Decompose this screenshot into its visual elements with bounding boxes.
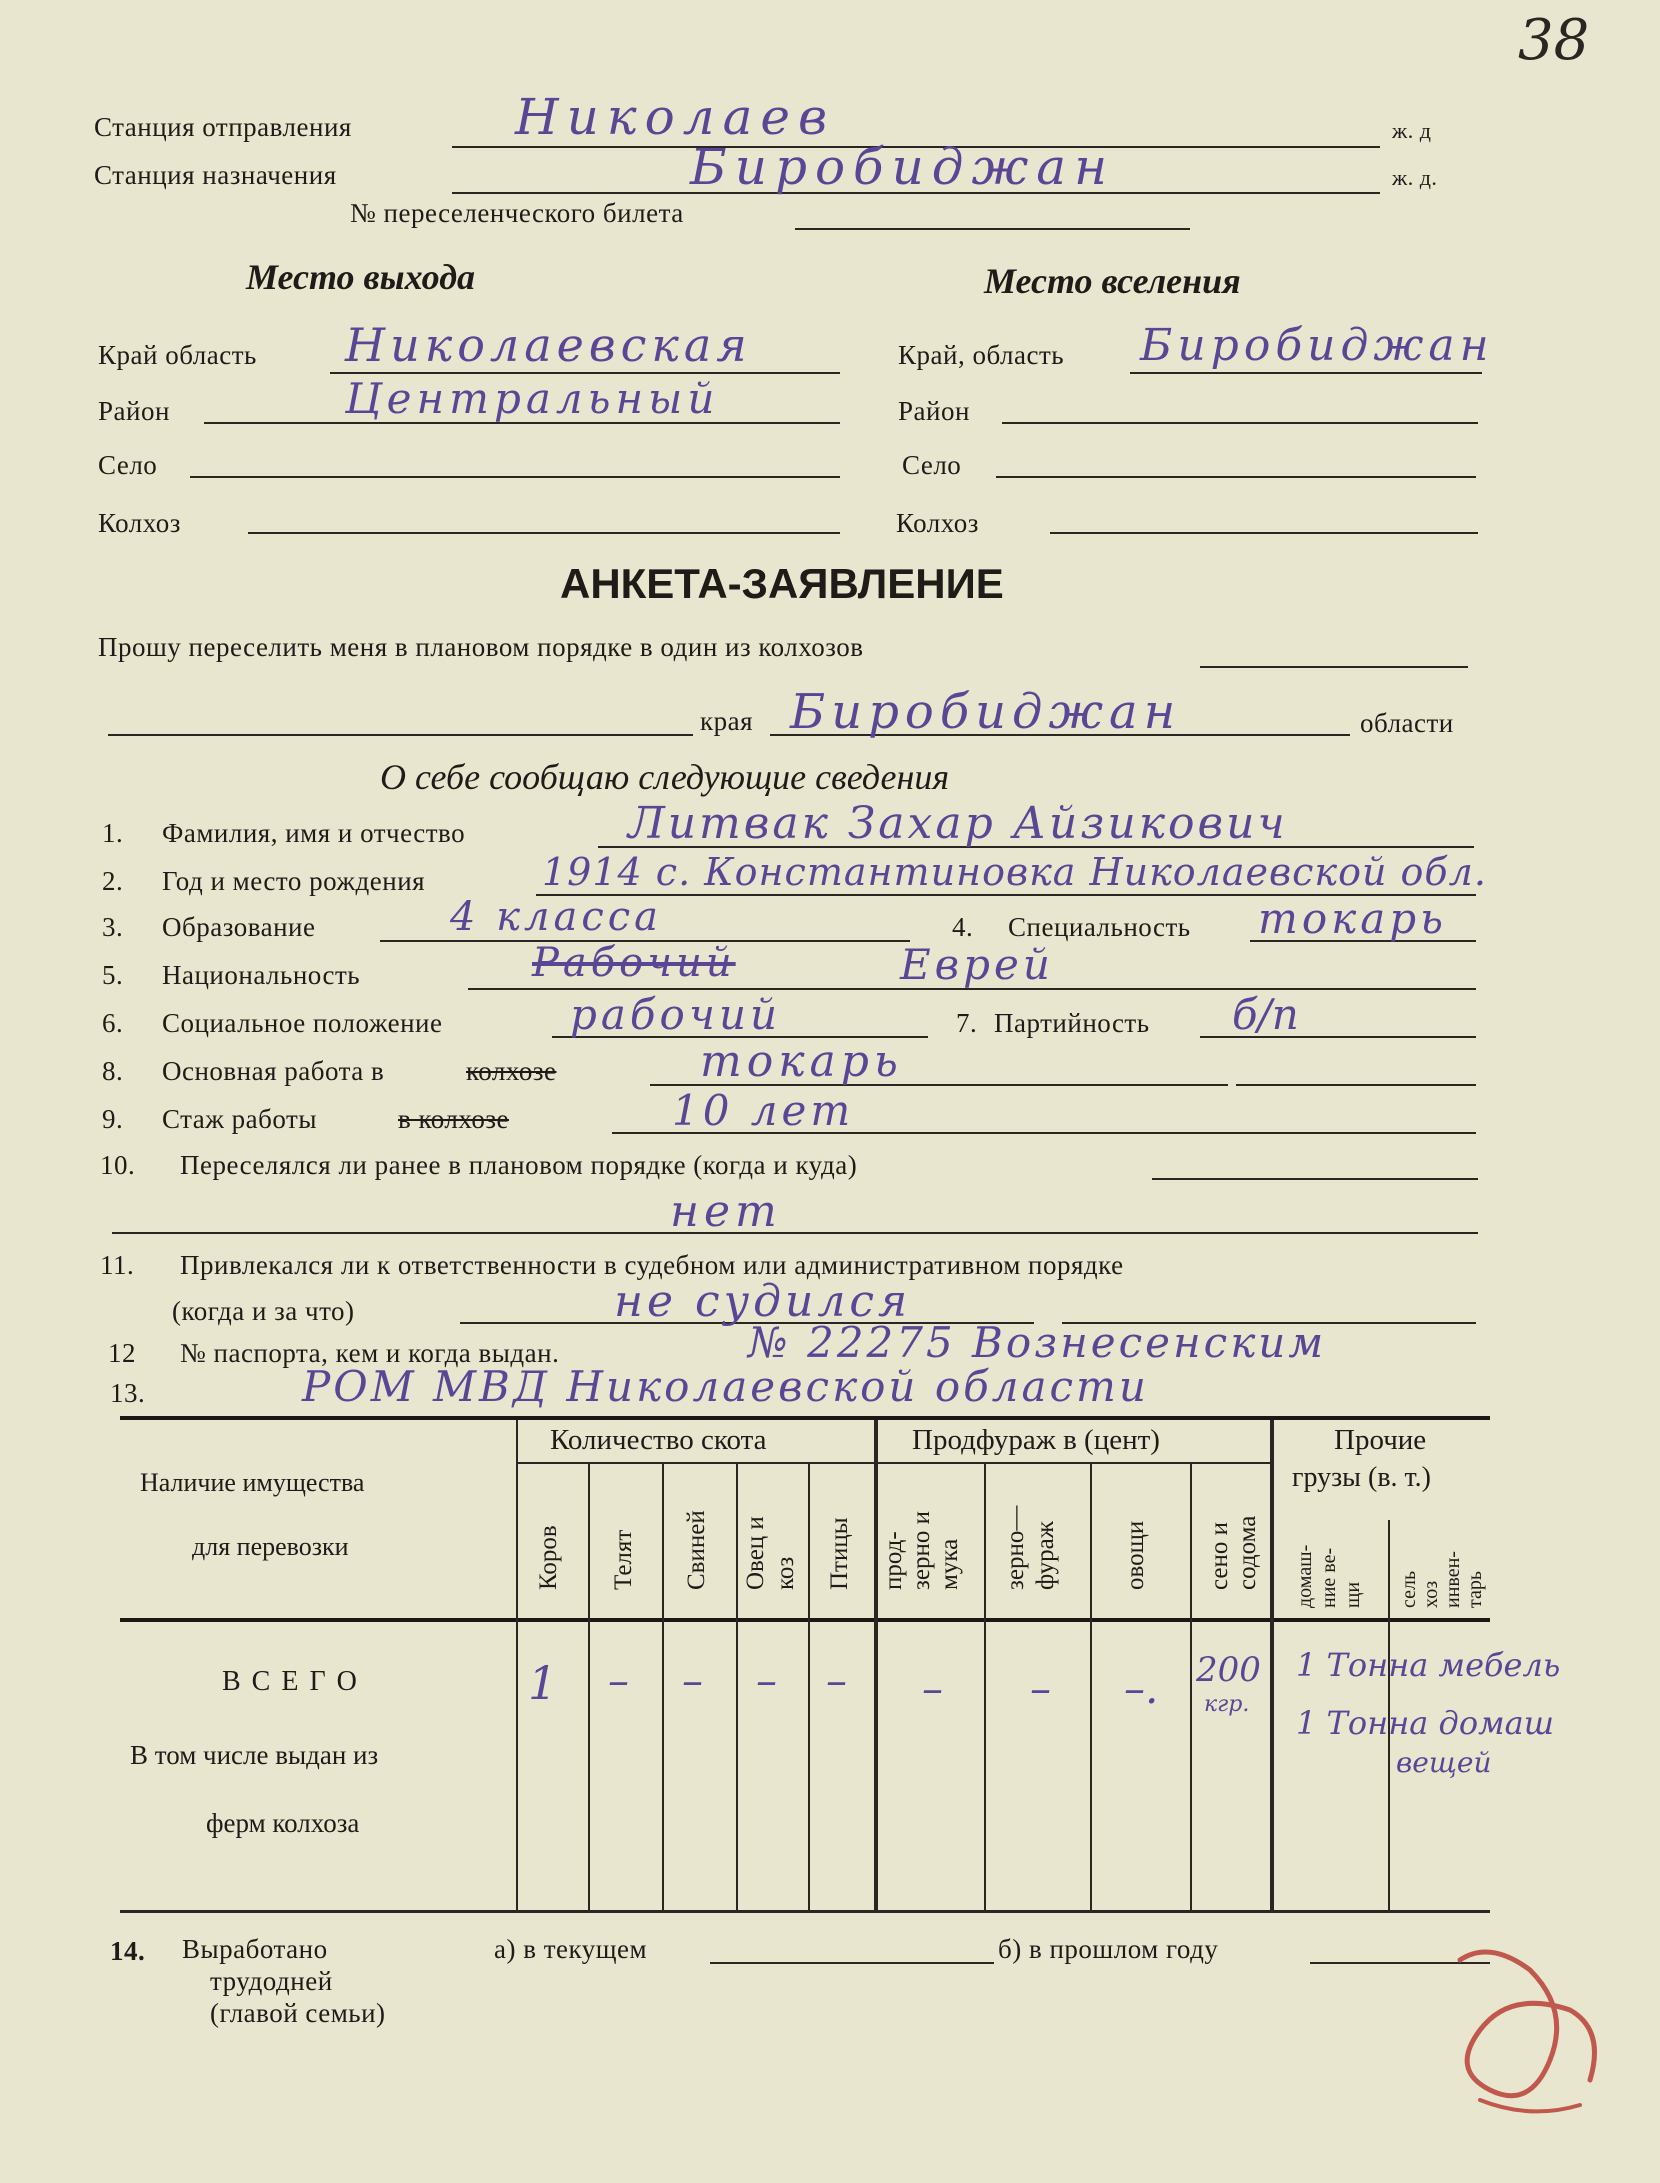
value-sheep: – xyxy=(756,1656,777,1705)
col-calves: Телят xyxy=(610,1529,637,1590)
ticket-number-label: № переселенческого билета xyxy=(350,198,684,228)
value-calves: – xyxy=(608,1656,629,1705)
workdays-label-3: (главой семьи) xyxy=(210,1998,386,2028)
col-div-livestock xyxy=(516,1420,518,1910)
item-3-value: 4 класса xyxy=(450,894,663,940)
item-11-number: 11. xyxy=(100,1250,135,1280)
item-8-label: Основная работа в xyxy=(162,1056,385,1086)
kraya-label: края xyxy=(700,706,754,736)
col-cows: Коров xyxy=(535,1525,562,1590)
table-header-rule xyxy=(120,1618,1490,1622)
item-11-label: Привлекался ли к ответственности в судебном или административном порядке xyxy=(180,1250,1124,1280)
row-farm-2: ферм колхоза xyxy=(206,1808,360,1838)
item-9-number: 9. xyxy=(102,1104,124,1134)
col-sep-2 xyxy=(662,1462,664,1910)
rail-suffix-2: ж. д. xyxy=(1392,165,1438,190)
item-11-label-2: (когда и за что) xyxy=(172,1296,355,1326)
origin-heading: Место выхода xyxy=(246,257,476,297)
col-pigs: Свиней xyxy=(683,1510,710,1590)
item-9-struck-label: в колхозе xyxy=(398,1104,509,1134)
departure-station-label: Станция отправления xyxy=(94,112,352,142)
col-sep-3 xyxy=(736,1462,738,1910)
item-5-label: Национальность xyxy=(162,960,361,990)
col-sep-6 xyxy=(1090,1462,1092,1910)
item-12-label: № паспорта, кем и когда выдан. xyxy=(180,1338,560,1368)
col-sep-1 xyxy=(588,1462,590,1910)
destination-kolkhoz-label: Колхоз xyxy=(896,508,979,538)
col-household-2: ние ве- xyxy=(1318,1547,1340,1608)
col-property-2: для перевозки xyxy=(192,1532,349,1561)
kraya-value: Биробиджан xyxy=(790,684,1182,740)
col-forage-2: фураж xyxy=(1032,1521,1059,1590)
destination-region-label: Край, область xyxy=(898,340,1065,370)
col-agri-2: хоз xyxy=(1420,1580,1442,1608)
item-11-value: не судился xyxy=(614,1276,912,1327)
item-1-label: Фамилия, имя и отчество xyxy=(162,818,466,848)
origin-region-label: Край область xyxy=(98,340,257,370)
item-13-value: РОМ МВД Николаевской области xyxy=(302,1362,1149,1411)
col-household-1: домаш- xyxy=(1294,1544,1316,1608)
item-2-label: Год и место рождения xyxy=(162,866,426,896)
item-1-value: Литвак Захар Айзикович xyxy=(628,798,1288,849)
item-10-number: 10. xyxy=(100,1150,136,1180)
table-bottom-rule xyxy=(120,1910,1490,1913)
item-1-number: 1. xyxy=(102,818,124,848)
item-8-number: 8. xyxy=(102,1056,124,1086)
red-pencil-mark xyxy=(1420,1920,1620,2140)
fodder-subheader-line xyxy=(874,1462,1270,1464)
item-5-value: Еврей xyxy=(900,940,1054,989)
table-top-rule xyxy=(120,1416,1490,1420)
col-sep-4 xyxy=(808,1462,810,1910)
item-4-value: токарь xyxy=(1258,894,1447,943)
col-hay-2: содома xyxy=(1234,1515,1261,1590)
origin-kolkhoz-label: Колхоз xyxy=(98,508,181,538)
arrival-station-value: Биробиджан xyxy=(690,138,1116,196)
group-other-1: Прочие xyxy=(1334,1424,1427,1456)
item-12-number: 12 xyxy=(108,1338,136,1368)
col-forage-1: зерно— xyxy=(1002,1505,1029,1590)
item-3-number: 3. xyxy=(102,912,124,942)
item-9-label: Стаж работы xyxy=(162,1104,317,1134)
item-8-value: токарь xyxy=(700,1036,903,1087)
col-div-fodder xyxy=(874,1420,878,1910)
item-2-number: 2. xyxy=(102,866,124,896)
col-agri-3: инвен- xyxy=(1442,1551,1464,1608)
origin-village-line xyxy=(190,476,840,478)
col-sheep-1: Овец и xyxy=(742,1516,769,1590)
value-hay-unit: кгр. xyxy=(1204,1692,1250,1717)
item-7-value: б/п xyxy=(1232,990,1299,1039)
workdays-label-1: Выработано xyxy=(182,1934,328,1964)
item-6-value: рабочий xyxy=(570,990,782,1039)
workdays-current-label: а) в текущем xyxy=(494,1934,648,1964)
workdays-label-2: трудодней xyxy=(210,1966,333,1996)
destination-kolkhoz-line xyxy=(1050,532,1478,534)
col-agri-1: сель xyxy=(1398,1570,1420,1608)
item-4-label: Специальность xyxy=(1008,912,1191,942)
ticket-number-line xyxy=(795,228,1190,230)
item-8-struck-label: колхозе xyxy=(466,1056,557,1086)
col-agri-4: тарь xyxy=(1464,1571,1486,1608)
group-other-2: грузы (в. т.) xyxy=(1292,1462,1431,1493)
col-property-1: Наличие имущества xyxy=(140,1468,365,1497)
item-9-value: 10 лет xyxy=(672,1086,855,1135)
col-sheep-2: коз xyxy=(772,1556,799,1590)
form-title: АНКЕТА-ЗАЯВЛЕНИЕ xyxy=(560,560,1004,607)
origin-kolkhoz-line xyxy=(248,532,840,534)
oblasti-label: области xyxy=(1360,708,1454,738)
workdays-previous-label: б) в прошлом году xyxy=(998,1934,1219,1964)
item-6-label: Социальное положение xyxy=(162,1008,443,1038)
rail-suffix-1: ж. д xyxy=(1392,118,1432,143)
workdays-current-line xyxy=(710,1962,994,1964)
info-heading: О себе сообщаю следующие сведения xyxy=(380,757,950,797)
destination-heading: Место вселения xyxy=(984,261,1241,301)
item-12-value: № 22275 Вознесенским xyxy=(748,1318,1327,1367)
destination-village-label: Село xyxy=(902,450,962,480)
item-6-number: 6. xyxy=(102,1008,124,1038)
destination-region-value: Биробиджан xyxy=(1140,320,1494,371)
value-grain: – xyxy=(922,1664,943,1713)
row-farm-1: В том числе выдан из xyxy=(130,1740,379,1770)
group-fodder: Продфураж в (цент) xyxy=(912,1424,1160,1456)
livestock-subheader-line xyxy=(516,1462,874,1464)
item-2-value: 1914 с. Константиновка Николаевской обл. xyxy=(542,850,1487,894)
item-10-value: нет xyxy=(670,1186,782,1237)
request-line-blank xyxy=(1200,666,1468,668)
value-forage: – xyxy=(1030,1664,1051,1713)
col-birds: Птицы xyxy=(826,1517,853,1590)
origin-village-label: Село xyxy=(98,450,158,480)
value-cows: 1 xyxy=(528,1656,558,1710)
item-8-line-2 xyxy=(1236,1084,1476,1086)
item-5-struck-value: Рабочий xyxy=(532,940,736,986)
destination-region-line xyxy=(1130,372,1482,374)
item-10-line-2 xyxy=(112,1232,1478,1234)
destination-district-line xyxy=(1002,422,1478,424)
col-sep-7 xyxy=(1190,1462,1192,1910)
item-7-label: Партийность xyxy=(994,1008,1150,1038)
destination-district-label: Район xyxy=(898,396,970,426)
item-7-number: 7. xyxy=(956,1008,978,1038)
value-other-1: 1 Тонна мебель xyxy=(1296,1646,1561,1684)
item-5-number: 5. xyxy=(102,960,124,990)
col-grain-3: мука xyxy=(936,1538,963,1590)
departure-station-value: Николаев xyxy=(515,88,836,146)
request-line: Прошу переселить меня в плановом порядке в один из колхозов xyxy=(98,632,864,662)
col-div-other xyxy=(1270,1420,1274,1910)
value-birds: – xyxy=(826,1656,847,1705)
item-3-label: Образование xyxy=(162,912,316,942)
value-hay: 200 xyxy=(1196,1650,1261,1690)
col-hay-1: сено и xyxy=(1206,1521,1233,1590)
item-13-number: 13. xyxy=(110,1378,146,1408)
group-livestock: Количество скота xyxy=(550,1424,767,1456)
col-grain-2: зерно и xyxy=(908,1511,935,1590)
origin-region-value: Николаевская xyxy=(345,318,752,372)
col-sep-5 xyxy=(984,1462,986,1910)
value-veg: –. xyxy=(1124,1664,1159,1713)
value-pigs: – xyxy=(682,1656,703,1705)
item-14-number: 14. xyxy=(110,1936,146,1966)
arrival-station-label: Станция назначения xyxy=(94,160,337,190)
item-10-label: Переселялся ли ранее в плановом порядке (когда и куда) xyxy=(180,1150,858,1180)
col-grain-1: прод- xyxy=(880,1531,907,1590)
col-household-3: щи xyxy=(1342,1581,1364,1608)
origin-district-value: Центральный xyxy=(345,374,720,423)
row-total: В С Е Г О xyxy=(222,1666,359,1697)
page-number: 38 xyxy=(1518,8,1590,73)
item-4-number: 4. xyxy=(952,912,974,942)
value-other-2: 1 Тонна домаш xyxy=(1296,1704,1555,1742)
value-other-3: вещей xyxy=(1396,1746,1492,1779)
item-10-line xyxy=(1152,1178,1478,1180)
origin-district-label: Район xyxy=(98,396,170,426)
col-veg: овощи xyxy=(1122,1520,1149,1590)
request-blank-left xyxy=(108,734,693,736)
destination-village-line xyxy=(996,476,1476,478)
